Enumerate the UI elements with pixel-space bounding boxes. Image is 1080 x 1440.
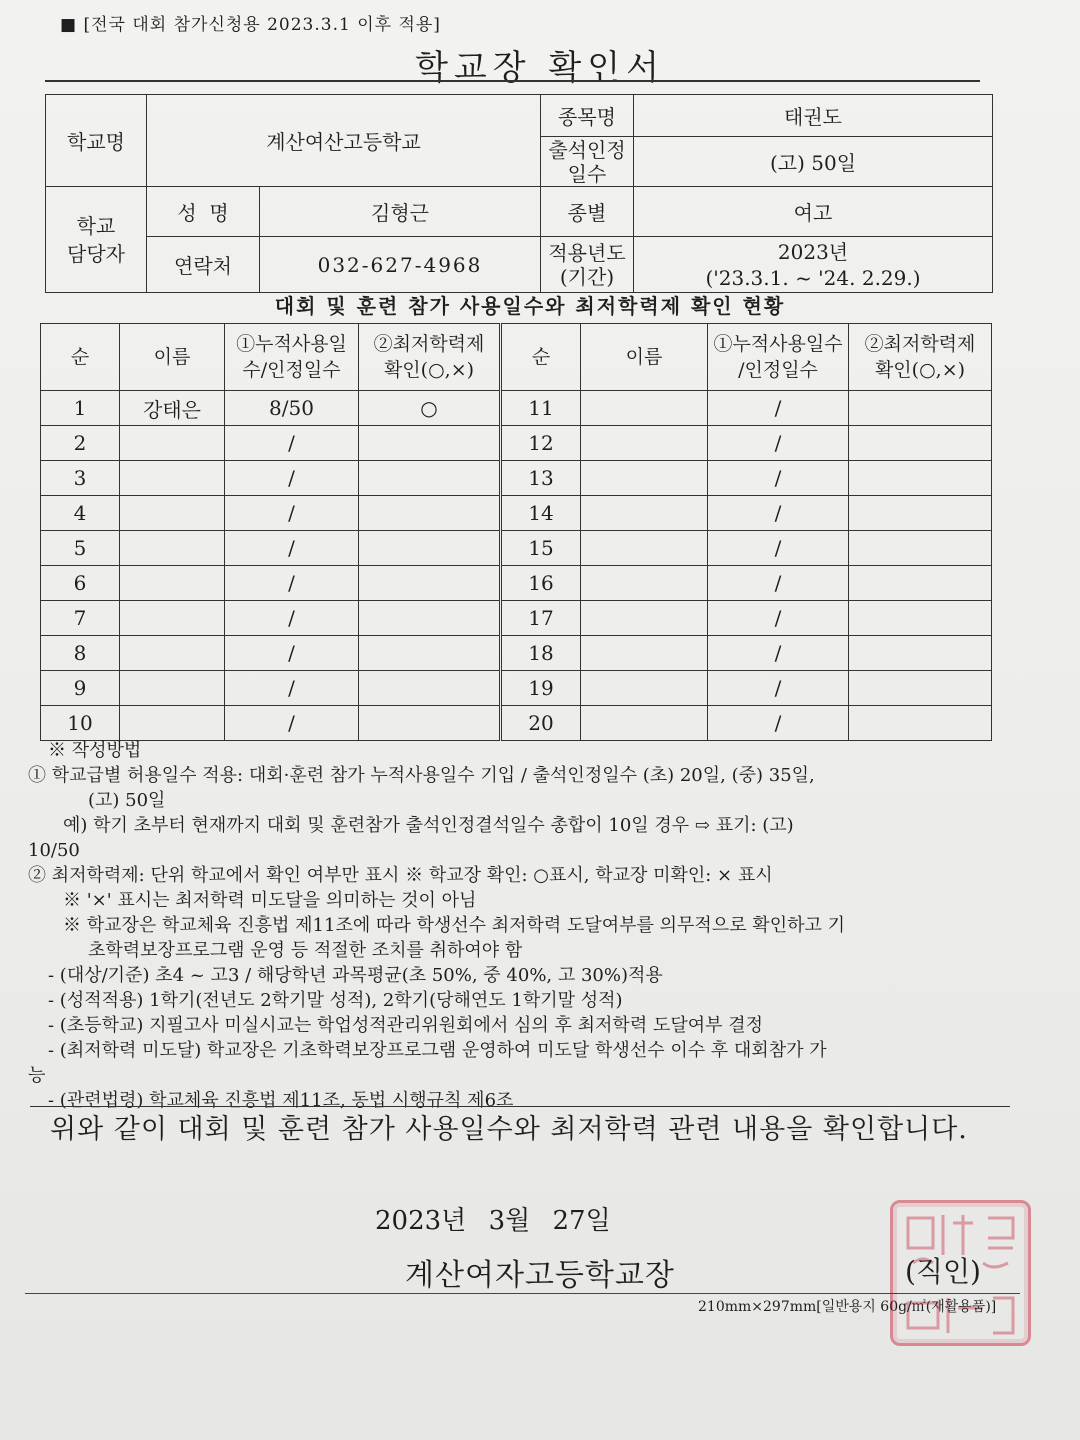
student-name — [581, 461, 708, 496]
title-rule — [45, 80, 980, 82]
min-academic-check — [849, 496, 992, 531]
paper-spec: 210mm×297mm[일반용지 60g/㎡(재활용품)] — [698, 1299, 997, 1315]
header-name: 이름 — [120, 324, 225, 391]
min-academic-check — [359, 601, 501, 636]
row-number: 1 — [41, 391, 120, 426]
contact-value: 032-627-4968 — [260, 237, 541, 293]
student-name — [120, 636, 225, 671]
year-label — [541, 237, 634, 293]
table-row — [41, 531, 992, 566]
days-used: / — [225, 706, 359, 741]
days-used: / — [225, 601, 359, 636]
row-number: 18 — [501, 636, 581, 671]
days-used: / — [225, 461, 359, 496]
days-used: / — [708, 636, 849, 671]
days-used: / — [708, 531, 849, 566]
min-academic-check — [849, 601, 992, 636]
issue-date — [375, 1200, 611, 1237]
min-academic-check: ○ — [359, 391, 501, 426]
days-used: / — [708, 706, 849, 741]
participation-table — [40, 323, 992, 741]
days-used: / — [225, 566, 359, 601]
days-used: / — [708, 461, 849, 496]
min-academic-check — [849, 461, 992, 496]
min-academic-check — [849, 391, 992, 426]
writing-instructions — [28, 738, 1013, 1113]
seal-label: (직인) — [905, 1255, 981, 1288]
table-row — [41, 496, 992, 531]
row-number: 17 — [501, 601, 581, 636]
detail-2: - (성적적용) 1학기(전년도 2학기말 성적), 2학기(당해연도 1학기말 성적) — [48, 990, 623, 1011]
year-value — [634, 237, 993, 293]
confirmation-statement: 위와 같이 대회 및 훈련 참가 사용일수와 최저학력 관련 내용을 확인합니다. — [50, 1114, 968, 1145]
student-name — [120, 601, 225, 636]
row-number: 10 — [41, 706, 120, 741]
days-used: / — [708, 671, 849, 706]
school-info-table — [45, 94, 993, 293]
days-used: 8/50 — [225, 391, 359, 426]
days-used: / — [708, 601, 849, 636]
notes-heading: ※ 작성방법 — [48, 740, 142, 761]
sport-value: 태권도 — [634, 95, 993, 137]
min-academic-check — [359, 496, 501, 531]
days-used: / — [225, 531, 359, 566]
min-academic-check — [849, 706, 992, 741]
student-name: 강태은 — [120, 391, 225, 426]
attendance-value: (고) 50일 — [634, 137, 993, 187]
student-name — [120, 671, 225, 706]
student-name — [120, 531, 225, 566]
table-row — [41, 461, 992, 496]
note-1-example-value: 10/50 — [28, 840, 80, 861]
days-used: / — [225, 496, 359, 531]
student-name — [120, 706, 225, 741]
note-1b: (고) 50일 — [88, 790, 166, 811]
note-2a: ※ '×' 표시는 최저학력 미도달을 의미하는 것이 아님 — [63, 890, 477, 911]
table-row — [41, 566, 992, 601]
school-name-value: 계산여산고등학교 — [147, 95, 541, 187]
student-name — [581, 601, 708, 636]
row-number: 5 — [41, 531, 120, 566]
min-academic-check — [359, 706, 501, 741]
min-academic-check — [849, 531, 992, 566]
note-2b: ※ 학교장은 학교체육 진흥법 제11조에 따라 학생선수 최저학력 도달여부를 의무적으로 확인하고 기 — [63, 915, 845, 936]
row-number: 12 — [501, 426, 581, 461]
note-2c: 초학력보장프로그램 운영 등 적절한 조치를 취하여야 함 — [88, 940, 523, 961]
row-number: 13 — [501, 461, 581, 496]
contact-label: 연락처 — [147, 237, 260, 293]
min-academic-check — [359, 461, 501, 496]
header-days-right — [708, 324, 849, 391]
name-label: 성 명 — [147, 187, 260, 237]
manager-label-line1: 학교 — [76, 213, 116, 238]
attendance-label — [541, 137, 634, 187]
days-used: / — [708, 496, 849, 531]
header-min-right-line1: ②최저학력제 — [864, 333, 976, 355]
sport-label: 종목명 — [541, 95, 634, 137]
header-min — [359, 324, 501, 391]
min-academic-check — [359, 671, 501, 706]
days-used: / — [225, 426, 359, 461]
row-number: 14 — [501, 496, 581, 531]
row-number: 6 — [41, 566, 120, 601]
header-days — [225, 324, 359, 391]
detail-4b: 능 — [28, 1065, 46, 1086]
date-month: 3월 — [488, 1206, 531, 1236]
notes-rule — [30, 1106, 1010, 1107]
detail-3: - (초등학교) 지필고사 미실시교는 학업성적관리위원회에서 심의 후 최저학력 도달여부 결정 — [48, 1015, 763, 1036]
student-name — [581, 566, 708, 601]
table-row — [41, 391, 992, 426]
category-label: 종별 — [541, 187, 634, 237]
table-row — [41, 706, 992, 741]
detail-1: - (대상/기준) 초4 ~ 고3 / 해당학년 과목평균(초 50%, 중 40%, 고 30%)적용 — [48, 965, 663, 986]
document-title: 학교장 확인서 — [415, 48, 665, 88]
row-number: 16 — [501, 566, 581, 601]
days-used: / — [225, 671, 359, 706]
row-number: 11 — [501, 391, 581, 426]
year-label-line1: 적용년도 — [548, 240, 626, 265]
header-days-right-line1: ①누적사용일수 — [713, 333, 843, 355]
table-row — [41, 601, 992, 636]
period-text: ('23.3.1. ~ '24. 2.29.) — [705, 265, 921, 290]
note-1: ① 학교급별 허용일수 적용: 대회·훈련 참가 누적사용일수 기입 / 출석인정일수 (초) 20일, (중) 35일, — [28, 765, 815, 786]
header-name-right: 이름 — [581, 324, 708, 391]
detail-4: - (최저학력 미도달) 학교장은 기초학력보장프로그램 운영하여 미도달 학생선수 이수 후 대회참가 가 — [48, 1040, 827, 1061]
row-number: 20 — [501, 706, 581, 741]
student-name — [581, 496, 708, 531]
student-name — [581, 426, 708, 461]
min-academic-check — [359, 531, 501, 566]
student-name — [120, 566, 225, 601]
manager-label — [46, 187, 147, 293]
date-day: 27일 — [552, 1206, 611, 1236]
student-name — [120, 496, 225, 531]
row-number: 19 — [501, 671, 581, 706]
row-number: 7 — [41, 601, 120, 636]
date-year: 2023년 — [375, 1206, 467, 1236]
row-number: 2 — [41, 426, 120, 461]
section-title: 대회 및 훈련 참가 사용일수와 최저학력제 확인 현황 — [274, 294, 786, 318]
table-row — [41, 671, 992, 706]
school-name-label: 학교명 — [46, 95, 147, 187]
row-number: 4 — [41, 496, 120, 531]
student-name — [581, 531, 708, 566]
header-min-right — [849, 324, 992, 391]
year-label-line2: (기간) — [559, 264, 615, 289]
student-name — [581, 706, 708, 741]
header-min-right-line2: 확인(○,×) — [874, 359, 966, 381]
header-days-line2: 수/인정일수 — [242, 359, 341, 381]
detail-5: - (관련법령) 학교체육 진흥법 제11조, 동법 시행규칙 제6조 — [48, 1090, 514, 1111]
attendance-label-line1: 출석인정 — [548, 137, 626, 162]
note-2: ② 최저학력제: 단위 학교에서 확인 여부만 표시 ※ 학교장 확인: ○표시, 학교장 미확인: × 표시 — [28, 865, 773, 886]
table-row — [41, 426, 992, 461]
student-name — [581, 671, 708, 706]
header-days-line1: ①누적사용일 — [236, 333, 347, 355]
signer-name: 계산여자고등학교장 — [405, 1258, 675, 1293]
min-academic-check — [359, 566, 501, 601]
footer-rule — [25, 1293, 1020, 1294]
min-academic-check — [849, 426, 992, 461]
student-name — [120, 426, 225, 461]
header-min-line1: ②최저학력제 — [373, 333, 485, 355]
min-academic-check — [359, 426, 501, 461]
manager-name-value: 김형근 — [260, 187, 541, 237]
year-text: 2023년 — [777, 239, 849, 264]
min-academic-check — [849, 636, 992, 671]
min-academic-check — [359, 636, 501, 671]
table-row — [41, 636, 992, 671]
days-used: / — [225, 636, 359, 671]
days-used: / — [708, 426, 849, 461]
days-used: / — [708, 391, 849, 426]
min-academic-check — [849, 566, 992, 601]
manager-label-line2: 담당자 — [67, 241, 125, 266]
header-no: 순 — [41, 324, 120, 391]
row-number: 15 — [501, 531, 581, 566]
row-number: 9 — [41, 671, 120, 706]
note-1-example: 예) 학기 초부터 현재까지 대회 및 훈련참가 출석인정결석일수 총합이 10일 경우 ⇨ 표기: (고) — [63, 815, 794, 836]
header-days-right-line2: /인정일수 — [738, 359, 818, 381]
min-academic-check — [849, 671, 992, 706]
participation-table-body — [41, 391, 992, 741]
header-min-line2: 확인(○,×) — [383, 359, 475, 381]
row-number: 8 — [41, 636, 120, 671]
header-no-right: 순 — [501, 324, 581, 391]
student-name — [581, 391, 708, 426]
attendance-label-line2: 일수 — [567, 161, 607, 186]
header-note: ■ [전국 대회 참가신청용 2023.3.1 이후 적용] — [60, 15, 441, 35]
days-used: / — [708, 566, 849, 601]
category-value: 여고 — [634, 187, 993, 237]
student-name — [581, 636, 708, 671]
student-name — [120, 461, 225, 496]
row-number: 3 — [41, 461, 120, 496]
